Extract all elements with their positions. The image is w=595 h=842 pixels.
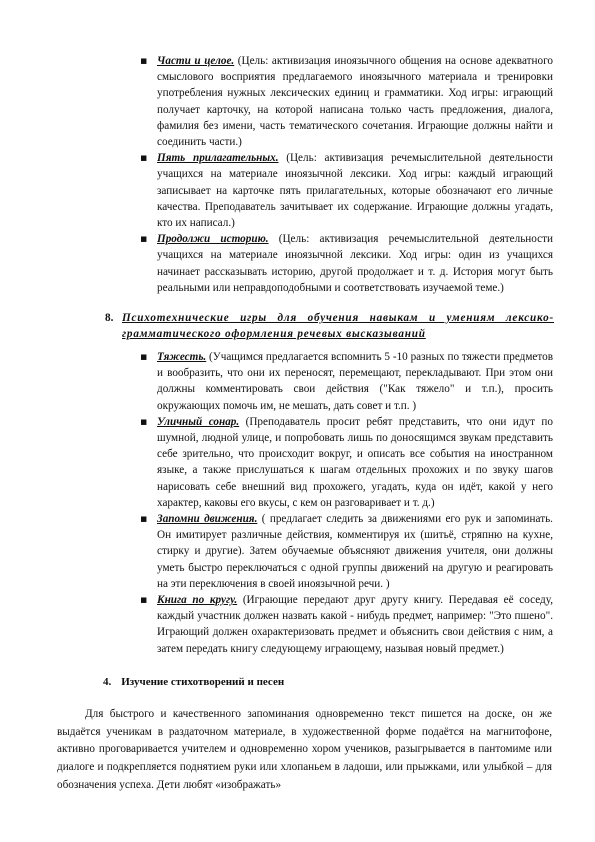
item-text: (Цель: активизация иноязычного общения на основе адекватного смыслового восприятия предлагаемого иноязычного материала и тренировки употребления нужных лексических единиц и грамматики. Ход игры: играющий получает карточку, на которой написана только часть предложения, диалога, фамилия без имени, часть тематического сочетания. Играющие должны найти и соединить части.) — [157, 55, 553, 149]
item-title: Части и целое. — [157, 55, 235, 67]
item-title: Пять прилагательных. — [157, 152, 279, 165]
item-title: Уличный сонар. — [157, 415, 240, 428]
body-paragraph: Для быстрого и качественного запоминания одновременно текст пишется на доске, он же выдаётся ученикам в раздаточном материале, в художественной форме подаётся на магнитофоне, активно проговаривается учителем и одновременно хором учеников, разыгрывается в пантомиме или диалоге и подкрепляется поднятием руки или хлопаньем в ладоши, или прыжками, или улыбкой – для обозначения успеха. Дети любят «изображать» — [57, 708, 552, 791]
item-title: Продолжи историю. — [157, 233, 269, 246]
game-list-1 — [157, 53, 553, 296]
list-item — [157, 414, 553, 511]
section-number: 4. — [103, 676, 112, 688]
list-item — [157, 511, 553, 592]
list-item — [157, 349, 553, 414]
item-title: Тяжесть. — [157, 351, 207, 363]
list-item — [157, 150, 553, 231]
list-item — [157, 231, 553, 296]
game-list-2 — [157, 349, 553, 657]
item-text: (Учащимся предлагается вспомнить 5 -10 разных по тяжести предметов и вообразить, что они их переносят, перемещают, перекладывают. При этом они должны комментировать свои действия ("Как тяжело" и т.п.), просить окружающих помочь им, не мешать, дать совет и т.п. ) — [157, 351, 553, 412]
item-title: Книга по кругу. — [157, 594, 238, 607]
list-item — [157, 53, 553, 150]
list-item — [157, 592, 553, 657]
section-number: 8. — [105, 312, 114, 324]
item-text: (Цель: активизация речемыслительной деятельности учащихся на материале иноязычной лексики. Ход игры: один из учащихся начинает рассказывать историю, другой продолжает и т. д. История могут быть реальными или неправдоподобными и соответствовать изучаемой теме.) — [157, 233, 553, 294]
item-text: ( предлагает следить за движениями его рук и запоминать. Он имитирует различные действия, комментируя их (шитьё, стряпню на кухне, стирку и другие). Затем обучаемые объясняют движения учителя, они должны уметь быстро переключаться с одной группы движений на другую и реагировать на эти переключения в своей иноязычной речи. ) — [157, 513, 553, 590]
item-text: (Играющие передают друг другу книгу. Передавая её соседу, каждый участник должен назвать какой - нибудь предмет, например: "Это пшено". Играющий должен охарактеризовать предмет и объяснить свои действия с ним, а затем передать книгу следующему играющему, называя новый предмет.) — [157, 594, 553, 655]
section-title: Изучение стихотворений и песен — [121, 676, 285, 688]
item-text: (Цель: активизация речемыслительной деятельности учащихся на материале иноязычной лексики. Ход игры: каждый играющий записывает на карточке пять прилагательных, которые обозначают его личные качества. Преподаватель зачитывает их содержание. Играющие должны угадать, кто их написал.) — [157, 152, 553, 230]
item-text: (Преподаватель просит ребят представить, что они идут по шумной, людной улице, и попробовать лишь по доносящимся звукам представить себе зрительно, что происходит вокруг, и описать все события на иностранном языке, а также прислушаться к шагам отдельных прохожих и по звуку шагов нарисовать себе внешний вид прохожего, угадать, куда он идёт, какой у него характер, каковы его вкусы, с кем он разговаривает и т. д.) — [157, 415, 554, 509]
section-4-heading — [103, 674, 284, 690]
section-title: Психотехнические игры для обучения навыкам и умениям лексико-грамматического оформления речевых высказываний — [122, 312, 554, 341]
item-title: Запомни движения. — [157, 513, 258, 526]
